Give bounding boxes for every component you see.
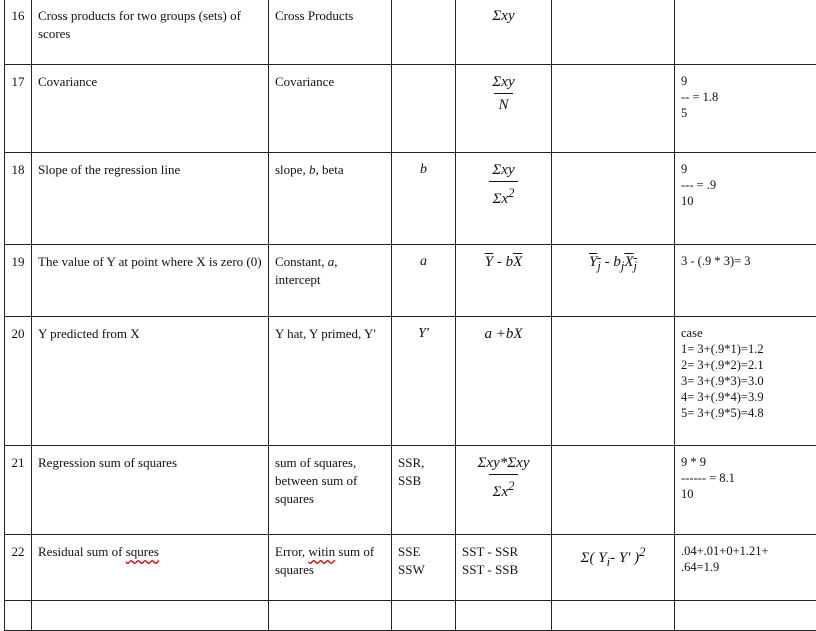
computation-cell <box>675 0 816 65</box>
row-number: 16 <box>5 0 32 65</box>
subscript: j <box>634 259 637 273</box>
names-text: slope, <box>275 162 309 177</box>
table-row <box>5 0 816 65</box>
computation-cell: 9 * 9 ------ = 8.1 10 <box>675 446 816 535</box>
x-bar: $\overline{X}$ <box>513 254 522 270</box>
concept-cell: Y predicted from X <box>32 317 269 446</box>
subscript: j <box>621 259 624 273</box>
table-row <box>5 601 816 631</box>
misspelled-word: squres <box>126 544 159 559</box>
concept-cell: Slope of the regression line <box>32 153 269 245</box>
concept-cell: Regression sum of squares <box>32 446 269 535</box>
symbol-cell: a <box>392 245 456 317</box>
table-row <box>5 153 816 245</box>
formula2-cell <box>552 0 675 65</box>
formula-cell <box>456 245 552 317</box>
computation-cell: 9 -- = 1.8 5 <box>675 65 816 153</box>
names-italic: a <box>328 254 335 269</box>
formula2-cell <box>552 153 675 245</box>
formula2-cell <box>552 317 675 446</box>
names-cell <box>269 245 392 317</box>
symbol-cell <box>392 65 456 153</box>
symbol-cell: Y' <box>392 317 456 446</box>
names-text: Constant, <box>275 254 328 269</box>
exponent: 2 <box>639 545 645 559</box>
names-text: , beta <box>315 162 343 177</box>
formula-cell <box>456 65 552 153</box>
computation-cell: 9 --- = .9 10 <box>675 153 816 245</box>
denominator-base: Σx <box>493 484 509 500</box>
names-cell <box>269 535 392 601</box>
concept-cell: Cross products for two groups (sets) of scores <box>32 0 269 65</box>
denominator-exponent: 2 <box>508 186 514 200</box>
formula-cell: Σxy <box>456 0 552 65</box>
y-bar <box>589 254 601 270</box>
symbol-cell: b <box>392 153 456 245</box>
names-cell: Y hat, Y primed, Y' <box>269 317 392 446</box>
formula-cell: SST - SSR SST - SSB <box>456 535 552 601</box>
names-cell: Covariance <box>269 65 392 153</box>
formula-text: - Y' ) <box>610 550 639 566</box>
table-row <box>5 65 816 153</box>
formula-text: - b <box>601 254 621 270</box>
formula2-cell <box>552 535 675 601</box>
computation-cell: .04+.01+0+1.21+ .64=1.9 <box>675 535 816 601</box>
concept-cell <box>32 535 269 601</box>
formula2-cell <box>552 65 675 153</box>
symbol-cell <box>392 0 456 65</box>
formula2-cell <box>552 245 675 317</box>
denominator-base: Σx <box>493 191 509 207</box>
row-number: 19 <box>5 245 32 317</box>
table-row <box>5 317 816 446</box>
subscript: j <box>597 259 600 273</box>
formula-cell <box>456 153 552 245</box>
table-row <box>5 535 816 601</box>
row-number: 17 <box>5 65 32 153</box>
symbol-cell: SSR, SSB <box>392 446 456 535</box>
subscript: i <box>607 555 610 569</box>
fraction <box>474 454 534 501</box>
x-symbol: X <box>624 254 633 270</box>
fraction-denominator <box>489 474 519 501</box>
names-text: , intercept <box>275 254 337 287</box>
fraction-numerator: Σxy <box>488 73 518 93</box>
fraction <box>488 73 518 114</box>
fraction-denominator: N <box>494 93 512 114</box>
formula-cell <box>456 446 552 535</box>
row-number: 18 <box>5 153 32 245</box>
formula-cell: a +bX <box>456 317 552 446</box>
fraction-denominator <box>489 181 519 208</box>
table-row <box>5 446 816 535</box>
x-bar <box>624 254 637 270</box>
names-cell: sum of squares, between sum of squares <box>269 446 392 535</box>
row-number: 22 <box>5 535 32 601</box>
fraction-numerator: Σxy <box>488 161 518 181</box>
names-cell: Cross Products <box>269 0 392 65</box>
formula-text: - b <box>493 254 513 270</box>
denominator-exponent: 2 <box>508 479 514 493</box>
table-row <box>5 245 816 317</box>
row-number: 21 <box>5 446 32 535</box>
fraction <box>488 161 518 208</box>
symbol-cell: SSE SSW <box>392 535 456 601</box>
names-text: Error, <box>275 544 308 559</box>
concept-cell: The value of Y at point where X is zero (0) <box>32 245 269 317</box>
concept-cell: Covariance <box>32 65 269 153</box>
computation-cell: 3 - (.9 * 3)= 3 <box>675 245 816 317</box>
concept-text: Residual sum of <box>38 544 126 559</box>
computation-cell: case 1= 3+(.9*1)=1.2 2= 3+(.9*2)=2.1 3= 3+(.9*3)=3.0 4= 3+(.9*4)=3.9 5= 3+(.9*5)=4.8 <box>675 317 816 446</box>
row-number: 20 <box>5 317 32 446</box>
y-symbol: Y <box>589 254 597 270</box>
fraction-numerator: Σxy*Σxy <box>474 454 534 474</box>
misspelled-word: witin <box>308 544 335 559</box>
names-cell <box>269 153 392 245</box>
names-italic: b <box>309 162 316 177</box>
formula2-cell <box>552 446 675 535</box>
formula-text: Σ( Y <box>581 550 607 566</box>
y-bar: $\overline{Y}$ <box>485 254 493 270</box>
statistics-table <box>4 0 816 631</box>
names-text: sum of squares <box>275 544 374 577</box>
